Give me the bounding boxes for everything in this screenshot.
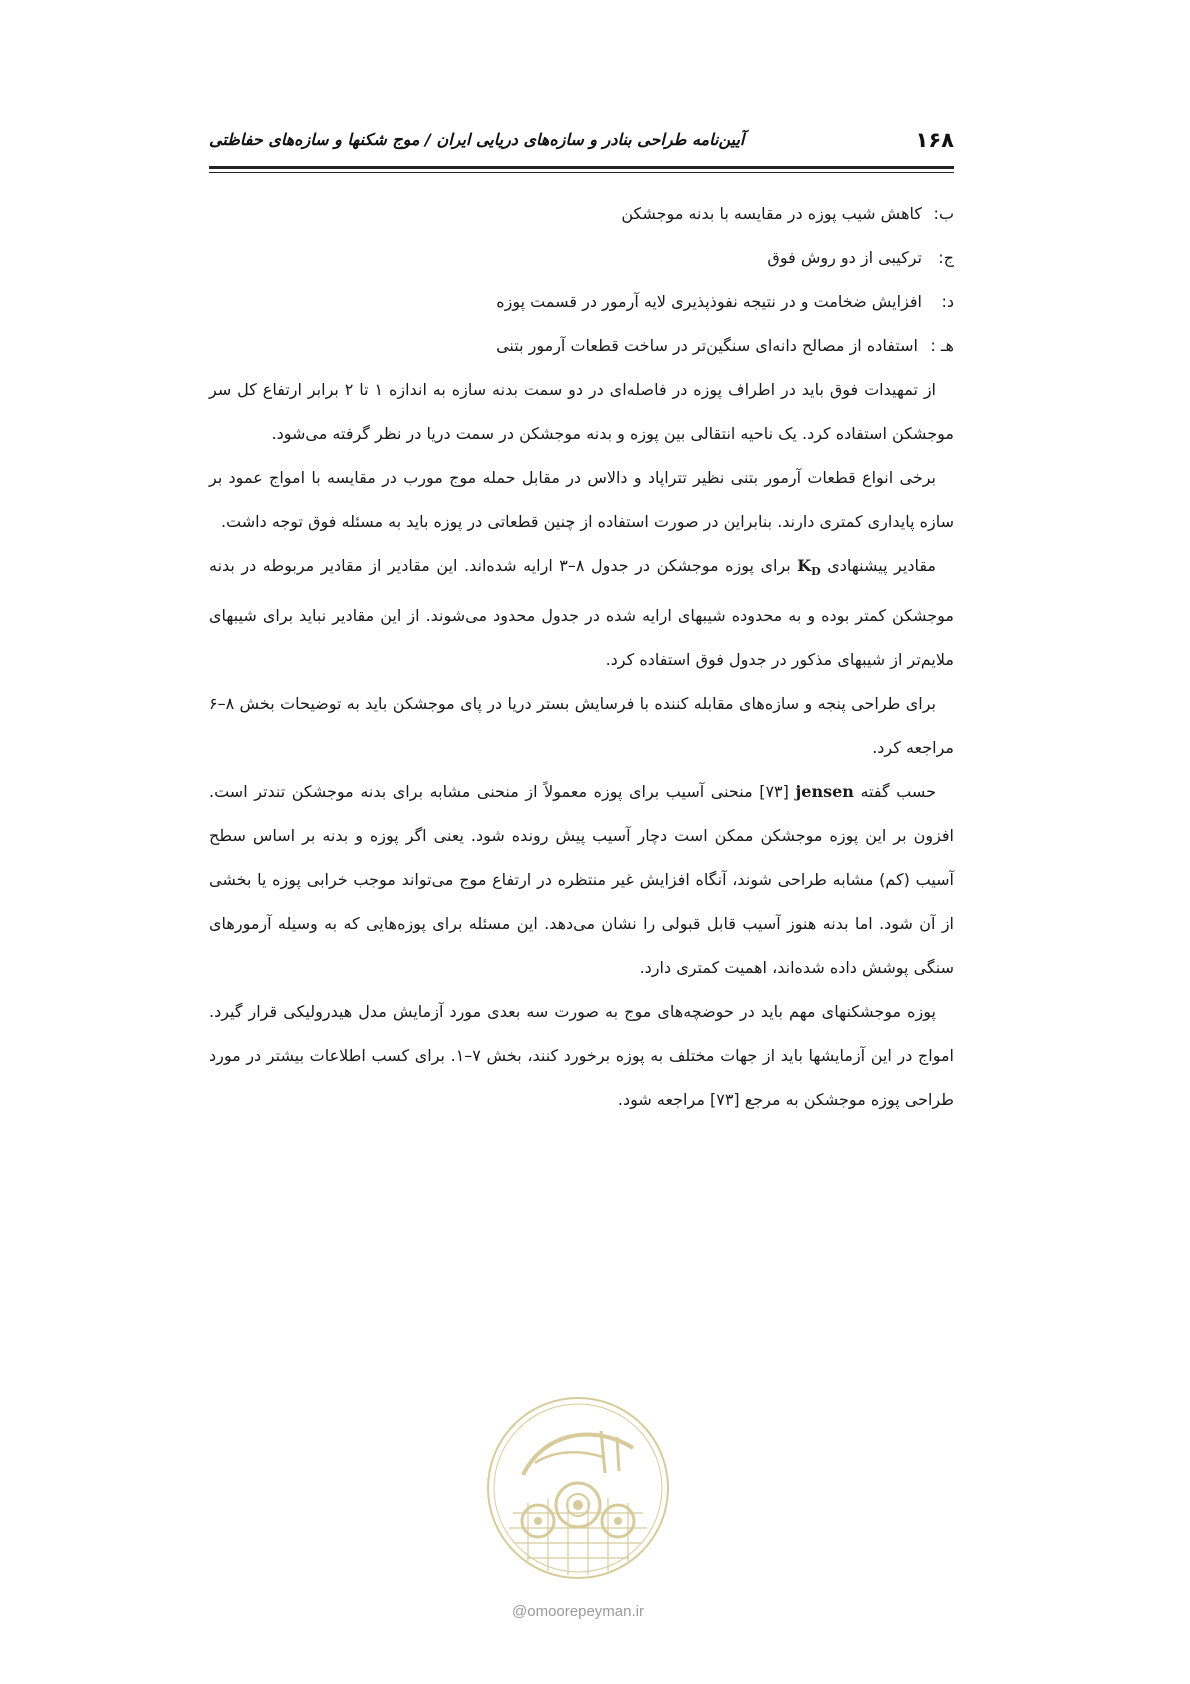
- watermark-at-icon: @: [512, 1603, 528, 1620]
- kd-symbol-main: K: [797, 556, 812, 575]
- damage-paragraph-rest: [۷۳] منحنی آسیب برای پوزه معمولاً از منحنی مشابه برای بدنه موجشکن تندتر است. افزون بر این پوزه موجشکن ممکن است دچار آسیب پیش رونده شود. یعنی اگر پوزه و بدنه بر اساس سطح آسیب (کم) مشابه طراحی شوند، آنگاه افزایش غیر منتظره در ارتفاع موج می‌تواند موجب خرابی پوزه یا بخشی از آن شود. اما بدنه هنوز آسیب قابل قبولی را نشان می‌دهد. این مسئله برای پوزه‌هایی که به وسیله آرمورهای سنگی پوشش داده شده‌اند، اهمیت کمتری دارد.: [209, 782, 954, 978]
- damage-paragraph-lead: حسب گفته: [860, 782, 937, 802]
- list-item: [209, 192, 954, 236]
- list-marker: هـ :: [930, 336, 954, 355]
- list-item: [209, 280, 954, 324]
- running-title: آیین‌نامه طراحی بنادر و سازه‌های دریایی ایران / موج شکنها و سازه‌های حفاظتی: [209, 130, 745, 149]
- running-header: [209, 128, 954, 158]
- list-item: [209, 324, 954, 368]
- watermark-url: [478, 1603, 678, 1620]
- watermark-url-text: omoorepeyman.ir: [527, 1603, 644, 1620]
- header-rule-thick: [209, 166, 954, 169]
- list-item-text: افزایش ضخامت و در نتیجه نفوذپذیری لایه آرمور در قسمت پوزه: [496, 292, 922, 311]
- paragraph-damage-curve: [209, 770, 954, 990]
- paragraph-kd-values: [209, 544, 954, 682]
- page-number: ۱۶۸: [915, 128, 954, 152]
- list-item-text: کاهش شیب پوزه در مقایسه با بدنه موجشکن: [621, 204, 922, 223]
- watermark-logo: [483, 1393, 673, 1583]
- kd-symbol: [797, 556, 821, 579]
- kd-symbol-subscript: D: [811, 565, 821, 579]
- kd-paragraph-rest: برای پوزه موجشکن در جدول ۸–۳ ارایه شده‌اند. این مقادیر از مقادیر مربوطه در بدنه موجشکن کمتر بوده و به محدوده شیبهای ارایه شده در جدول محدود می‌شوند. از این مقادیر نباید برای شیبهای ملایم‌تر از شیبهای مذکور در جدول فوق استفاده کرد.: [209, 556, 954, 670]
- author-name: jensen: [795, 782, 854, 802]
- header-rule-thin: [209, 172, 954, 173]
- list-marker: ج:: [938, 248, 954, 267]
- kd-paragraph-lead: مقادیر پیشنهادی: [827, 556, 937, 575]
- paragraph-transition-zone: از تمهیدات فوق باید در اطراف پوزه در فاصله‌ای در دو سمت بدنه سازه به اندازه ۱ تا ۲ برابر ارتفاع کل سر موجشکن استفاده کرد. یک ناحیه انتقالی بین پوزه و بدنه موجشکن در سمت دریا در نظر گرفته می‌شود.: [209, 380, 954, 443]
- paragraph-oblique-waves: برخی انواع قطعات آرمور بتنی نظیر تتراپاد و دالاس در مقابل حمله موج مورب در مقایسه با امواج عمود بر سازه پایداری کمتری دارند. بنابراین در صورت استفاده از چنین قطعاتی در پوزه باید به مسئله فوق توجه داشت.: [209, 468, 954, 531]
- list-marker: د:: [941, 292, 954, 311]
- list-item-text: ترکیبی از دو روش فوق: [767, 248, 922, 267]
- paragraph-toe-design: برای طراحی پنجه و سازه‌های مقابله کننده با فرسایش بستر دریا در پای موجشکن باید به توضیحات بخش ۸–۶ مراجعه کرد.: [209, 694, 954, 758]
- paragraph-model-testing: پوزه موجشکنهای مهم باید در حوضچه‌های موج به صورت سه بعدی مورد آزمایش مدل هیدرولیکی قرار گیرد. امواج در این آزمایشها باید از جهات مختلف به پوزه برخورد کنند، بخش ۷–۱. برای کسب اطلاعات بیشتر در مورد طراحی پوزه موجشکن به مرجع [۷۳] مراجعه شود.: [209, 1002, 954, 1110]
- body-text: [209, 192, 954, 1122]
- list-marker: ب:: [933, 204, 954, 223]
- list-item-text: استفاده از مصالح دانه‌ای سنگین‌تر در ساخت قطعات آرمور بتنی: [496, 336, 918, 355]
- list-item: [209, 236, 954, 280]
